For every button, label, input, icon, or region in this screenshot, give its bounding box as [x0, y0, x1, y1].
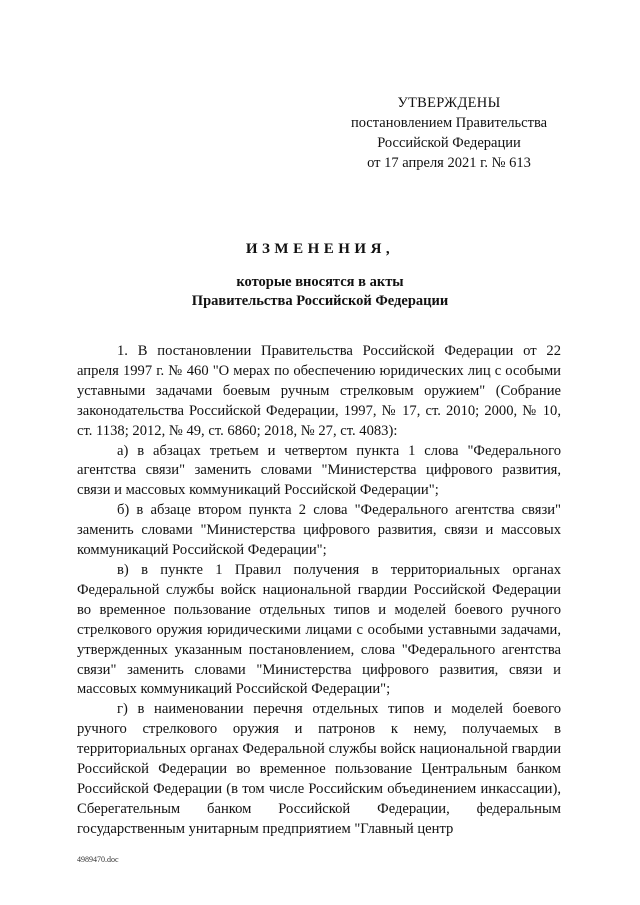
- approval-stamp: [334, 93, 564, 173]
- paragraph-b: б) в абзаце втором пункта 2 слова "Федерального агентства связи" заменить словами "Министерства цифрового развития, связи и массовых коммуникаций Российской Федерации";: [77, 502, 561, 559]
- heading-line-2: Правительства Российской Федерации: [191, 293, 449, 309]
- approval-line-1: постановлением Правительства: [350, 115, 548, 131]
- document-body: [77, 342, 561, 840]
- paragraph-d: г) в наименовании перечня отдельных типов и моделей боевого ручного стрелкового оружия и патронов к нему, получаемых в территориальных органах Федеральной службы войск национальной гвардии Российской Федерации во временное пользование Центральным банком Российской Федерации (в том числе Российским объединением инкассации), Сберегательным банком Российской Федерации, федеральным государственным унитарным предприятием "Главный центр: [77, 701, 561, 837]
- heading-subtitle: [0, 273, 640, 311]
- heading-title: ИЗМЕНЕНИЯ,: [245, 241, 395, 257]
- approval-line-2: Российской Федерации: [377, 135, 521, 151]
- paragraph-a: а) в абзацах третьем и четвертом пункта 1 слова "Федерального агентства связи" заменить словами "Министерства цифрового развития, связи и массовых коммуникаций Российской Федерации";: [77, 442, 561, 499]
- document-heading: [0, 238, 640, 311]
- paragraph-1: 1. В постановлении Правительства Российской Федерации от 22 апреля 1997 г. № 460 "О мерах по обеспечению юридических лиц с особыми уставными задачами боевым ручным стрелковым оружием" (Собрание законодательства Российской Федерации, 1997, № 17, ст. 2010; 2000, № 10, ст. 1138; 2012, № 49, ст. 6860; 2018, № 27, ст. 4083):: [77, 343, 561, 439]
- document-file-id: 4989470.doc: [77, 855, 119, 864]
- approval-line-3: от 17 апреля 2021 г. № 613: [367, 155, 531, 171]
- paragraph-c: в) в пункте 1 Правил получения в территориальных органах Федеральной службы войск национальной гвардии Российской Федерации во временное пользование отдельных типов и моделей боевого ручного стрелкового оружия юридическими лицами с особыми уставными задачами, утвержденных указанным постановлением, слова "Федерального агентства связи" заменить словами "Министерства цифрового развития, связи и массовых коммуникаций Российской Федерации";: [77, 561, 561, 698]
- approval-title: УТВЕРЖДЕНЫ: [397, 95, 501, 111]
- heading-line-1: которые вносятся в акты: [236, 274, 404, 290]
